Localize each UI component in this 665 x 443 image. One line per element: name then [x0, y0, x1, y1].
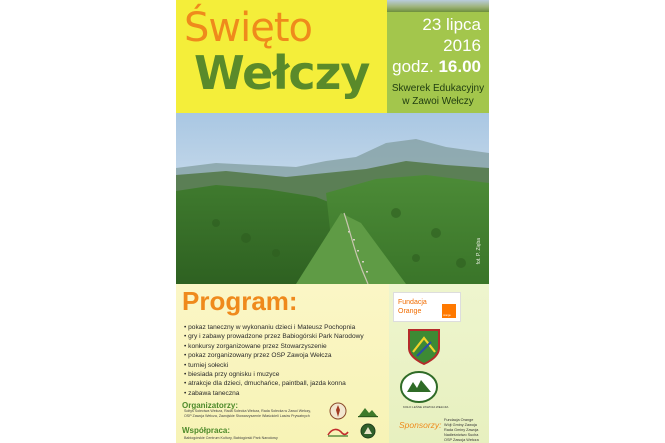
event-place-line-2: w Zawoi Wełczy	[402, 96, 474, 107]
sponsors-list	[444, 418, 479, 443]
program-section	[176, 284, 389, 443]
event-place-line-1: Skwerek Edukacyjny	[391, 83, 485, 94]
forest-circle-logo-icon	[399, 370, 439, 404]
photo-credit: fot. P. Zięba	[476, 238, 482, 265]
sponsor-item: Wójt Gminy Zawoja	[444, 423, 477, 427]
forest-owners-logo-icon	[357, 404, 379, 418]
event-year: 2016	[443, 36, 481, 55]
culture-center-logo-icon	[326, 424, 350, 438]
program-item: • zabawa taneczna	[184, 389, 364, 398]
event-date: 23 lipca	[422, 15, 481, 34]
program-item: • atrakcje dla dzieci, dmuchańce, paintball, jazda konna	[184, 379, 364, 388]
orange-square-icon	[442, 304, 456, 318]
title-line-1: Święto	[184, 5, 312, 51]
cooperation-title: Współpraca:	[182, 426, 231, 435]
program-item: • konkursy zorganizowane przez Stowarzyszenie	[184, 342, 364, 351]
landscape-strip	[387, 0, 489, 12]
organizers-line: OSP Zawoja Wełcza, Zawojskie Stowarzyszenie Właścicieli Lasów Prywatnych	[184, 414, 310, 418]
sponsor-item: Nadleśnictwo Sucha	[444, 433, 479, 437]
program-item: • biesiada przy ognisku i muzyce	[184, 370, 364, 379]
program-list	[184, 323, 364, 398]
program-item: • turniej sołecki	[184, 361, 364, 370]
event-info-box	[387, 0, 489, 113]
orange-square-text: orange	[443, 314, 451, 317]
sponsor-item: Rada Gminy Zawoja	[444, 428, 479, 432]
osp-badge-icon	[329, 402, 347, 420]
event-time	[392, 58, 481, 75]
time-value: 16.00	[438, 57, 481, 76]
sponsor-item: OSP Zawoja Wełcza	[444, 438, 479, 442]
sponsors-section	[389, 284, 489, 443]
gmina-zawoja-coat-of-arms-icon	[407, 328, 441, 366]
forest-logo-caption: KOŁO LEŚNE ZAWOJA WEŁCZA	[403, 405, 449, 409]
program-item: • pokaz zorganizowany przez OSP Zawoja Wełcza	[184, 351, 364, 360]
valley-aerial-photo	[176, 113, 489, 284]
title-box	[176, 0, 387, 113]
organizers-title: Organizatorzy:	[182, 401, 239, 410]
organizers-line: Sołtys Sołectwa Wełcza, Rada Sołecka Wełcza, Rada Sołecka w Zawoi Wełczy,	[184, 409, 311, 413]
national-park-badge-icon	[360, 423, 376, 439]
sponsors-title: Sponsorzy:	[399, 420, 442, 430]
fundacja-orange-line-2: Orange	[398, 308, 422, 315]
program-item: • pokaz taneczny w wykonaniu dzieci i Mateusz Pochopnia	[184, 323, 364, 332]
cooperation-text: Babiogórskie Centrum Kultury, Babiogórski Park Narodowy	[184, 436, 278, 440]
fundacja-orange-logo	[393, 292, 461, 322]
program-item: • gry i zabawy prowadzone przez Babiogórski Park Narodowy	[184, 332, 364, 341]
fundacja-orange-line-1: Fundacja	[398, 299, 427, 306]
program-title: Program:	[182, 286, 298, 316]
time-prefix: godz.	[392, 57, 434, 76]
event-poster	[176, 0, 489, 443]
sponsor-item: Fundacja Orange	[444, 418, 474, 422]
title-line-2: Wełczy	[194, 46, 370, 100]
